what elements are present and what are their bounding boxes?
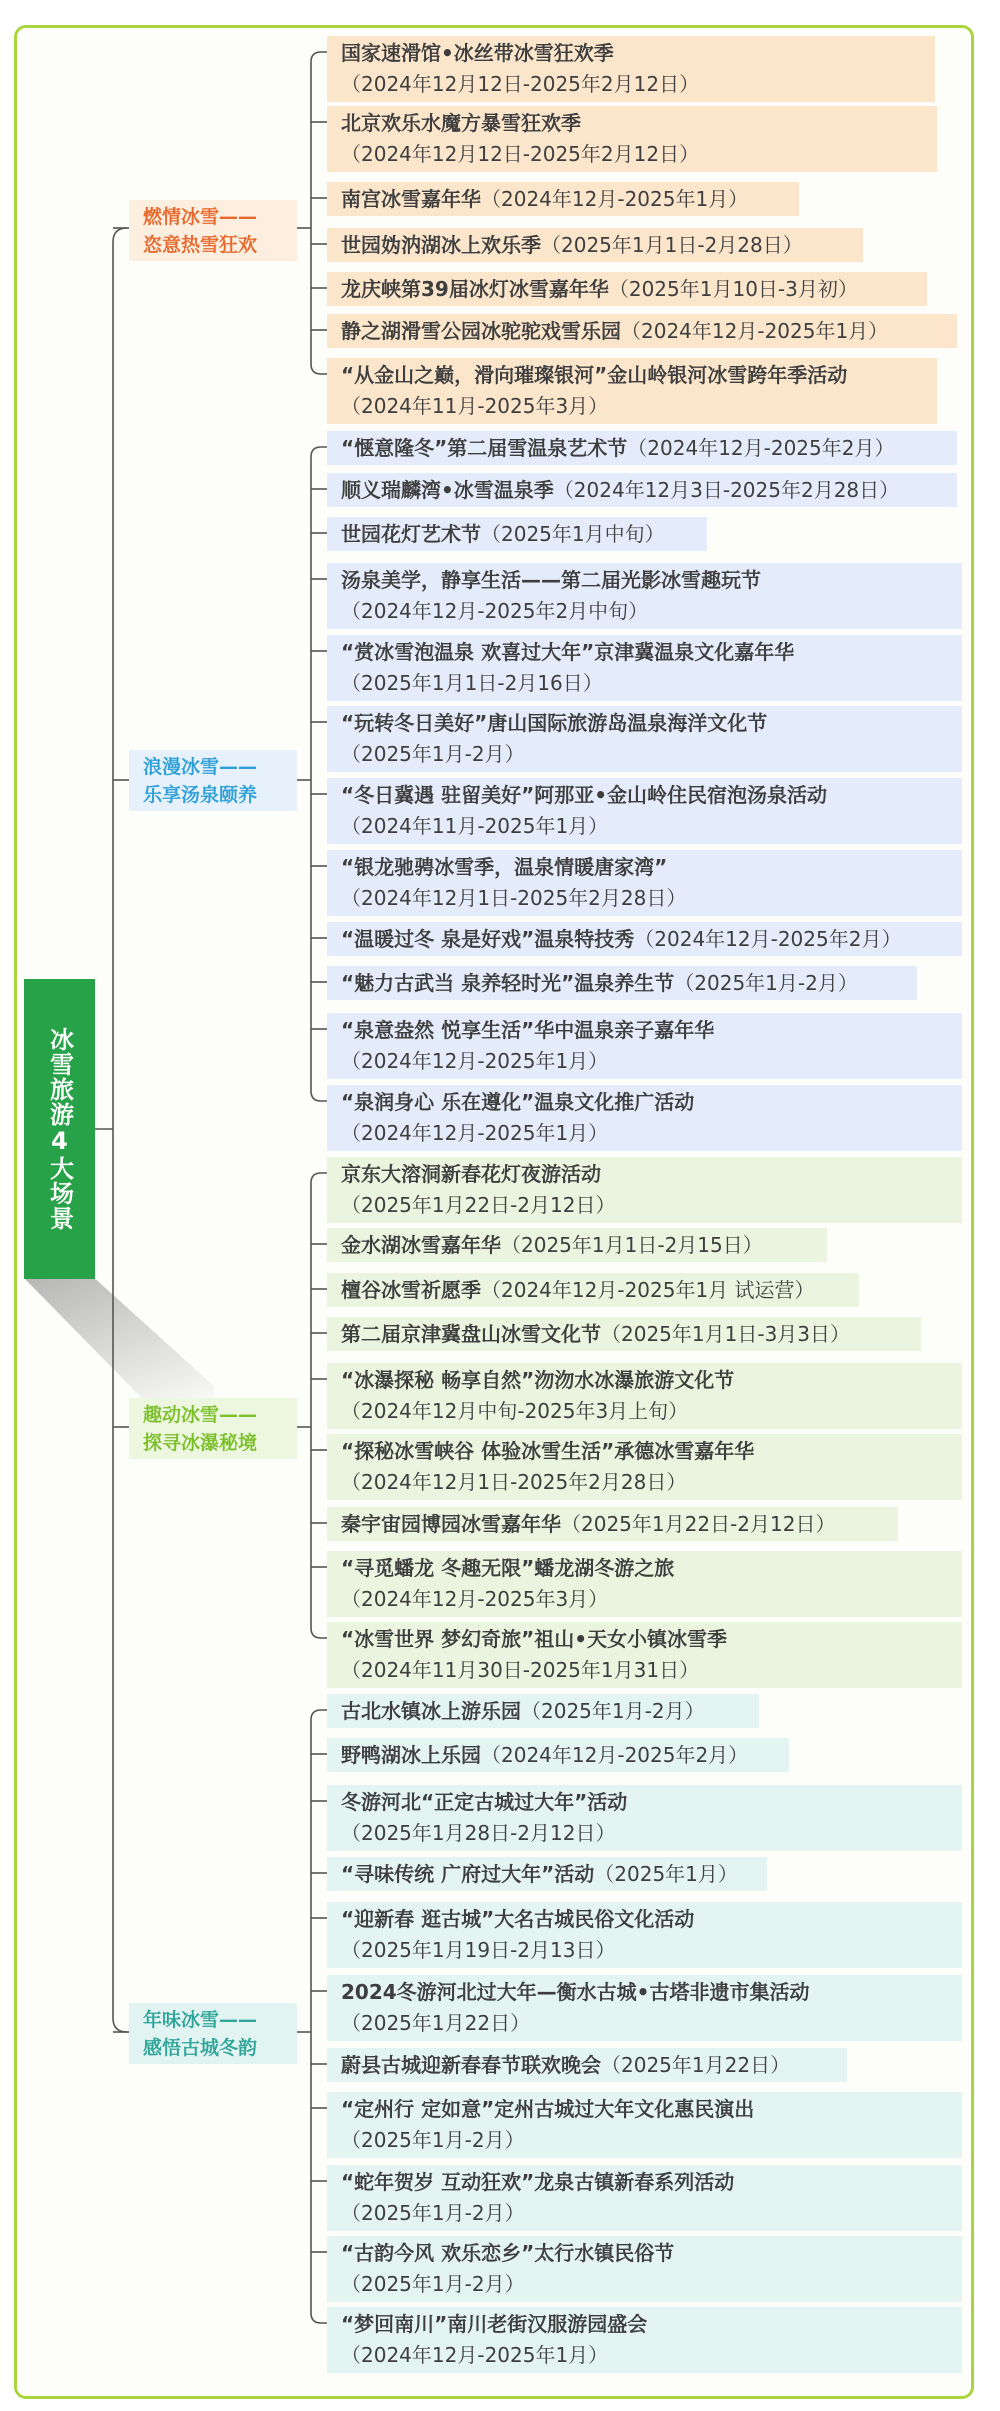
activity-date: （2025年1月-2月）: [674, 971, 858, 995]
activity-date: （2024年12月-2025年3月）: [341, 1587, 609, 1611]
activity-name: “惬意隆冬”第二届雪温泉艺术节: [341, 436, 628, 460]
activity-item: [327, 1975, 962, 2041]
activity-date: （2024年11月-2025年1月）: [341, 814, 609, 838]
activity-date: （2025年1月-2月）: [341, 2128, 525, 2152]
activity-name: “温暖过冬 泉是好戏”温泉特技秀: [341, 927, 635, 951]
activity-date: （2025年1月22日-2月12日）: [341, 1193, 616, 1217]
activity-date: （2025年1月-2月）: [341, 742, 525, 766]
activity-item: [327, 106, 937, 172]
activity-name: 金水湖冰雪嘉年华: [341, 1233, 501, 1257]
activity-item: [327, 1622, 962, 1688]
root-node: [24, 979, 95, 1279]
activity-item: [327, 1694, 759, 1728]
activity-date: （2025年1月1日-2月16日）: [341, 671, 603, 695]
activity-item: [327, 1363, 962, 1429]
category-subtitle: 乐享汤泉颐养: [143, 784, 258, 806]
activity-name: 冬游河北“正定古城过大年”活动: [341, 1790, 628, 1814]
category-node-ice-waterfall: [129, 1398, 297, 1459]
activity-date: （2024年12月-2025年1月 试运营）: [481, 1278, 815, 1302]
activity-date: （2024年12月-2025年1月）: [341, 1049, 609, 1073]
activity-item: [327, 2165, 962, 2231]
activity-name: “迎新春 逛古城”大名古城民俗文化活动: [341, 1907, 695, 1931]
category-subtitle: 感悟古城冬韵: [143, 2037, 258, 2059]
category-title: 燃情冰雪——: [143, 206, 258, 228]
activity-date: （2025年1月10日-3月初）: [608, 277, 858, 301]
activity-item: [327, 966, 917, 1000]
activity-name: 古北水镇冰上游乐园: [341, 1699, 521, 1723]
activity-name: 檀谷冰雪祈愿季: [341, 1278, 481, 1302]
connector: [311, 1091, 327, 1101]
activity-date: （2025年1月1日-2月15日）: [501, 1233, 763, 1257]
connector: [311, 52, 327, 62]
activity-item: [327, 635, 962, 701]
activity-name: “冰雪世界 梦幻奇旅”祖山•天女小镇冰雪季: [341, 1627, 728, 1651]
connector: [113, 228, 127, 2032]
activity-item: [327, 517, 707, 551]
activity-date: （2024年12月1日-2025年2月28日）: [341, 1470, 687, 1494]
activity-item: [327, 272, 927, 306]
activity-date: （2025年1月28日-2月12日）: [341, 1821, 616, 1845]
activity-name: “寻味传统 广府过大年”活动: [341, 1862, 595, 1886]
activity-item: [327, 431, 957, 465]
category-subtitle: 探寻冰瀑秘境: [143, 1432, 258, 1454]
activity-item: [327, 182, 799, 216]
activity-date: （2025年1月1日-2月28日）: [541, 233, 803, 257]
activity-item: [327, 563, 962, 629]
category-node-hot-spring: [129, 750, 297, 811]
activity-item: [327, 36, 935, 102]
activity-item: [327, 228, 863, 262]
connector: [311, 447, 327, 457]
activity-item: [327, 1507, 898, 1541]
activity-name: 第二届京津冀盘山冰雪文化节: [341, 1322, 601, 1346]
category-title: 趣动冰雪——: [143, 1404, 258, 1426]
activity-date: （2025年1月22日-2月12日）: [561, 1512, 836, 1536]
activity-item: [327, 1738, 789, 1772]
activity-name: 南宫冰雪嘉年华: [341, 187, 481, 211]
activity-item: [327, 706, 962, 772]
activity-name: 北京欢乐水魔方暴雪狂欢季: [341, 111, 581, 135]
activity-name: 汤泉美学，静享生活——第二届光影冰雪趣玩节: [341, 568, 761, 592]
activity-item: [327, 778, 962, 844]
activity-name: 秦宇宙园博园冰雪嘉年华: [341, 1512, 561, 1536]
activity-name: 世园妫汭湖冰上欢乐季: [341, 233, 541, 257]
activity-date: （2025年1月中旬）: [481, 522, 665, 546]
activity-date: （2024年12月-2025年1月）: [341, 1121, 609, 1145]
activity-name: “赏冰雪泡温泉 欢喜过大年”京津冀温泉文化嘉年华: [341, 640, 795, 664]
activity-name: “定州行 定如意”定州古城过大年文化惠民演出: [341, 2097, 755, 2121]
activity-item: [327, 2048, 847, 2082]
activity-date: （2025年1月22日）: [341, 2011, 531, 2035]
activity-date: （2025年1月22日）: [601, 2053, 791, 2077]
activity-name: 顺义瑞麟湾•冰雪温泉季: [341, 478, 554, 502]
activity-item: [327, 922, 962, 956]
activity-date: （2024年12月-2025年1月）: [341, 2343, 609, 2367]
activity-item: [327, 2092, 962, 2158]
activity-item: [327, 473, 957, 507]
activity-date: （2024年12月-2025年1月）: [481, 187, 749, 211]
activity-date: （2025年1月-2月）: [341, 2272, 525, 2296]
activity-item: [327, 2236, 962, 2302]
category-title: 年味冰雪——: [143, 2009, 258, 2031]
connector: [311, 364, 327, 374]
activity-name: “寻觅蟠龙 冬趣无限”蟠龙湖冬游之旅: [341, 1556, 675, 1580]
activity-item: [327, 850, 962, 916]
activity-item: [327, 358, 937, 424]
activity-name: “泉意盎然 悦享生活”华中温泉亲子嘉年华: [341, 1018, 715, 1042]
activity-name: “冰瀑探秘 畅享自然”沕沕水冰瀑旅游文化节: [341, 1368, 735, 1392]
activity-item: [327, 2307, 962, 2373]
activity-name: “魅力古武当 泉养轻时光”温泉养生节: [341, 971, 675, 995]
connector: [311, 1628, 327, 1638]
activity-item: [327, 1551, 962, 1617]
activity-date: （2025年1月-2月）: [521, 1699, 705, 1723]
activity-item: [327, 314, 957, 348]
activity-name: 国家速滑馆•冰丝带冰雪狂欢季: [341, 41, 614, 65]
activity-date: （2024年12月-2025年2月）: [634, 927, 902, 951]
activity-name: 静之湖滑雪公园冰驼驼戏雪乐园: [341, 319, 621, 343]
activity-date: （2025年1月1日-3月3日）: [601, 1322, 851, 1346]
connector: [311, 1173, 327, 1183]
activity-date: （2024年12月-2025年2月）: [627, 436, 895, 460]
activity-item: [327, 1902, 962, 1968]
activity-date: （2024年12月3日-2025年2月28日）: [553, 478, 900, 502]
activity-item: [327, 1228, 827, 1262]
activity-date: （2025年1月）: [594, 1862, 738, 1886]
connector: [311, 1710, 327, 1720]
activity-date: （2025年1月19日-2月13日）: [341, 1938, 616, 1962]
activity-date: （2024年12月1日-2025年2月28日）: [341, 886, 687, 910]
activity-date: （2024年12月-2025年2月）: [481, 1743, 749, 1767]
activity-date: （2025年1月-2月）: [341, 2201, 525, 2225]
activity-name: “冬日冀遇 驻留美好”阿那亚•金山岭住民宿泡汤泉活动: [341, 783, 828, 807]
activity-item: [327, 1785, 962, 1851]
activity-date: （2024年12月-2025年2月中旬）: [341, 599, 649, 623]
root-label: 冰雪旅游4大场景: [45, 1027, 74, 1231]
activity-name: “古韵今风 欢乐恋乡”太行水镇民俗节: [341, 2241, 675, 2265]
activity-name: “探秘冰雪峡谷 体验冰雪生活”承德冰雪嘉年华: [341, 1439, 755, 1463]
category-node-fire: [129, 200, 297, 261]
activity-item: [327, 1317, 921, 1351]
activity-date: （2024年12月-2025年1月）: [621, 319, 889, 343]
activity-name: “玩转冬日美好”唐山国际旅游岛温泉海洋文化节: [341, 711, 768, 735]
activity-name: 2024冬游河北过大年—衡水古城•古塔非遗市集活动: [341, 1980, 810, 2004]
activity-item: [327, 1857, 767, 1891]
activity-name: 蔚县古城迎新春春节联欢晚会: [341, 2053, 601, 2077]
activity-date: （2024年11月30日-2025年1月31日）: [341, 1658, 700, 1682]
activity-name: 京东大溶洞新春花灯夜游活动: [341, 1162, 601, 1186]
activity-name: “银龙驰骋冰雪季，温泉情暖唐家湾”: [341, 855, 668, 879]
category-subtitle: 恣意热雪狂欢: [143, 234, 258, 256]
category-title: 浪漫冰雪——: [143, 756, 258, 778]
connector: [311, 2313, 327, 2323]
activity-item: [327, 1434, 962, 1500]
activity-name: “泉润身心 乐在遵化”温泉文化推广活动: [341, 1090, 695, 1114]
activity-item: [327, 1013, 962, 1079]
activity-date: （2024年12月12日-2025年2月12日）: [341, 142, 700, 166]
activity-name: “梦回南川”南川老街汉服游园盛会: [341, 2312, 648, 2336]
activity-date: （2024年12月中旬-2025年3月上旬）: [341, 1399, 689, 1423]
activity-item: [327, 1157, 962, 1223]
activity-item: [327, 1273, 859, 1307]
activity-item: [327, 1085, 962, 1151]
activity-name: “蛇年贺岁 互动狂欢”龙泉古镇新春系列活动: [341, 2170, 735, 2194]
category-node-ancient-town: [129, 2003, 297, 2064]
activity-date: （2024年11月-2025年3月）: [341, 394, 609, 418]
activity-name: “从金山之巅，滑向璀璨银河”金山岭银河冰雪跨年季活动: [341, 363, 848, 387]
activity-name: 龙庆峡第39届冰灯冰雪嘉年华: [341, 277, 609, 301]
activity-name: 世园花灯艺术节: [341, 522, 481, 546]
activity-name: 野鸭湖冰上乐园: [341, 1743, 481, 1767]
activity-date: （2024年12月12日-2025年2月12日）: [341, 72, 700, 96]
